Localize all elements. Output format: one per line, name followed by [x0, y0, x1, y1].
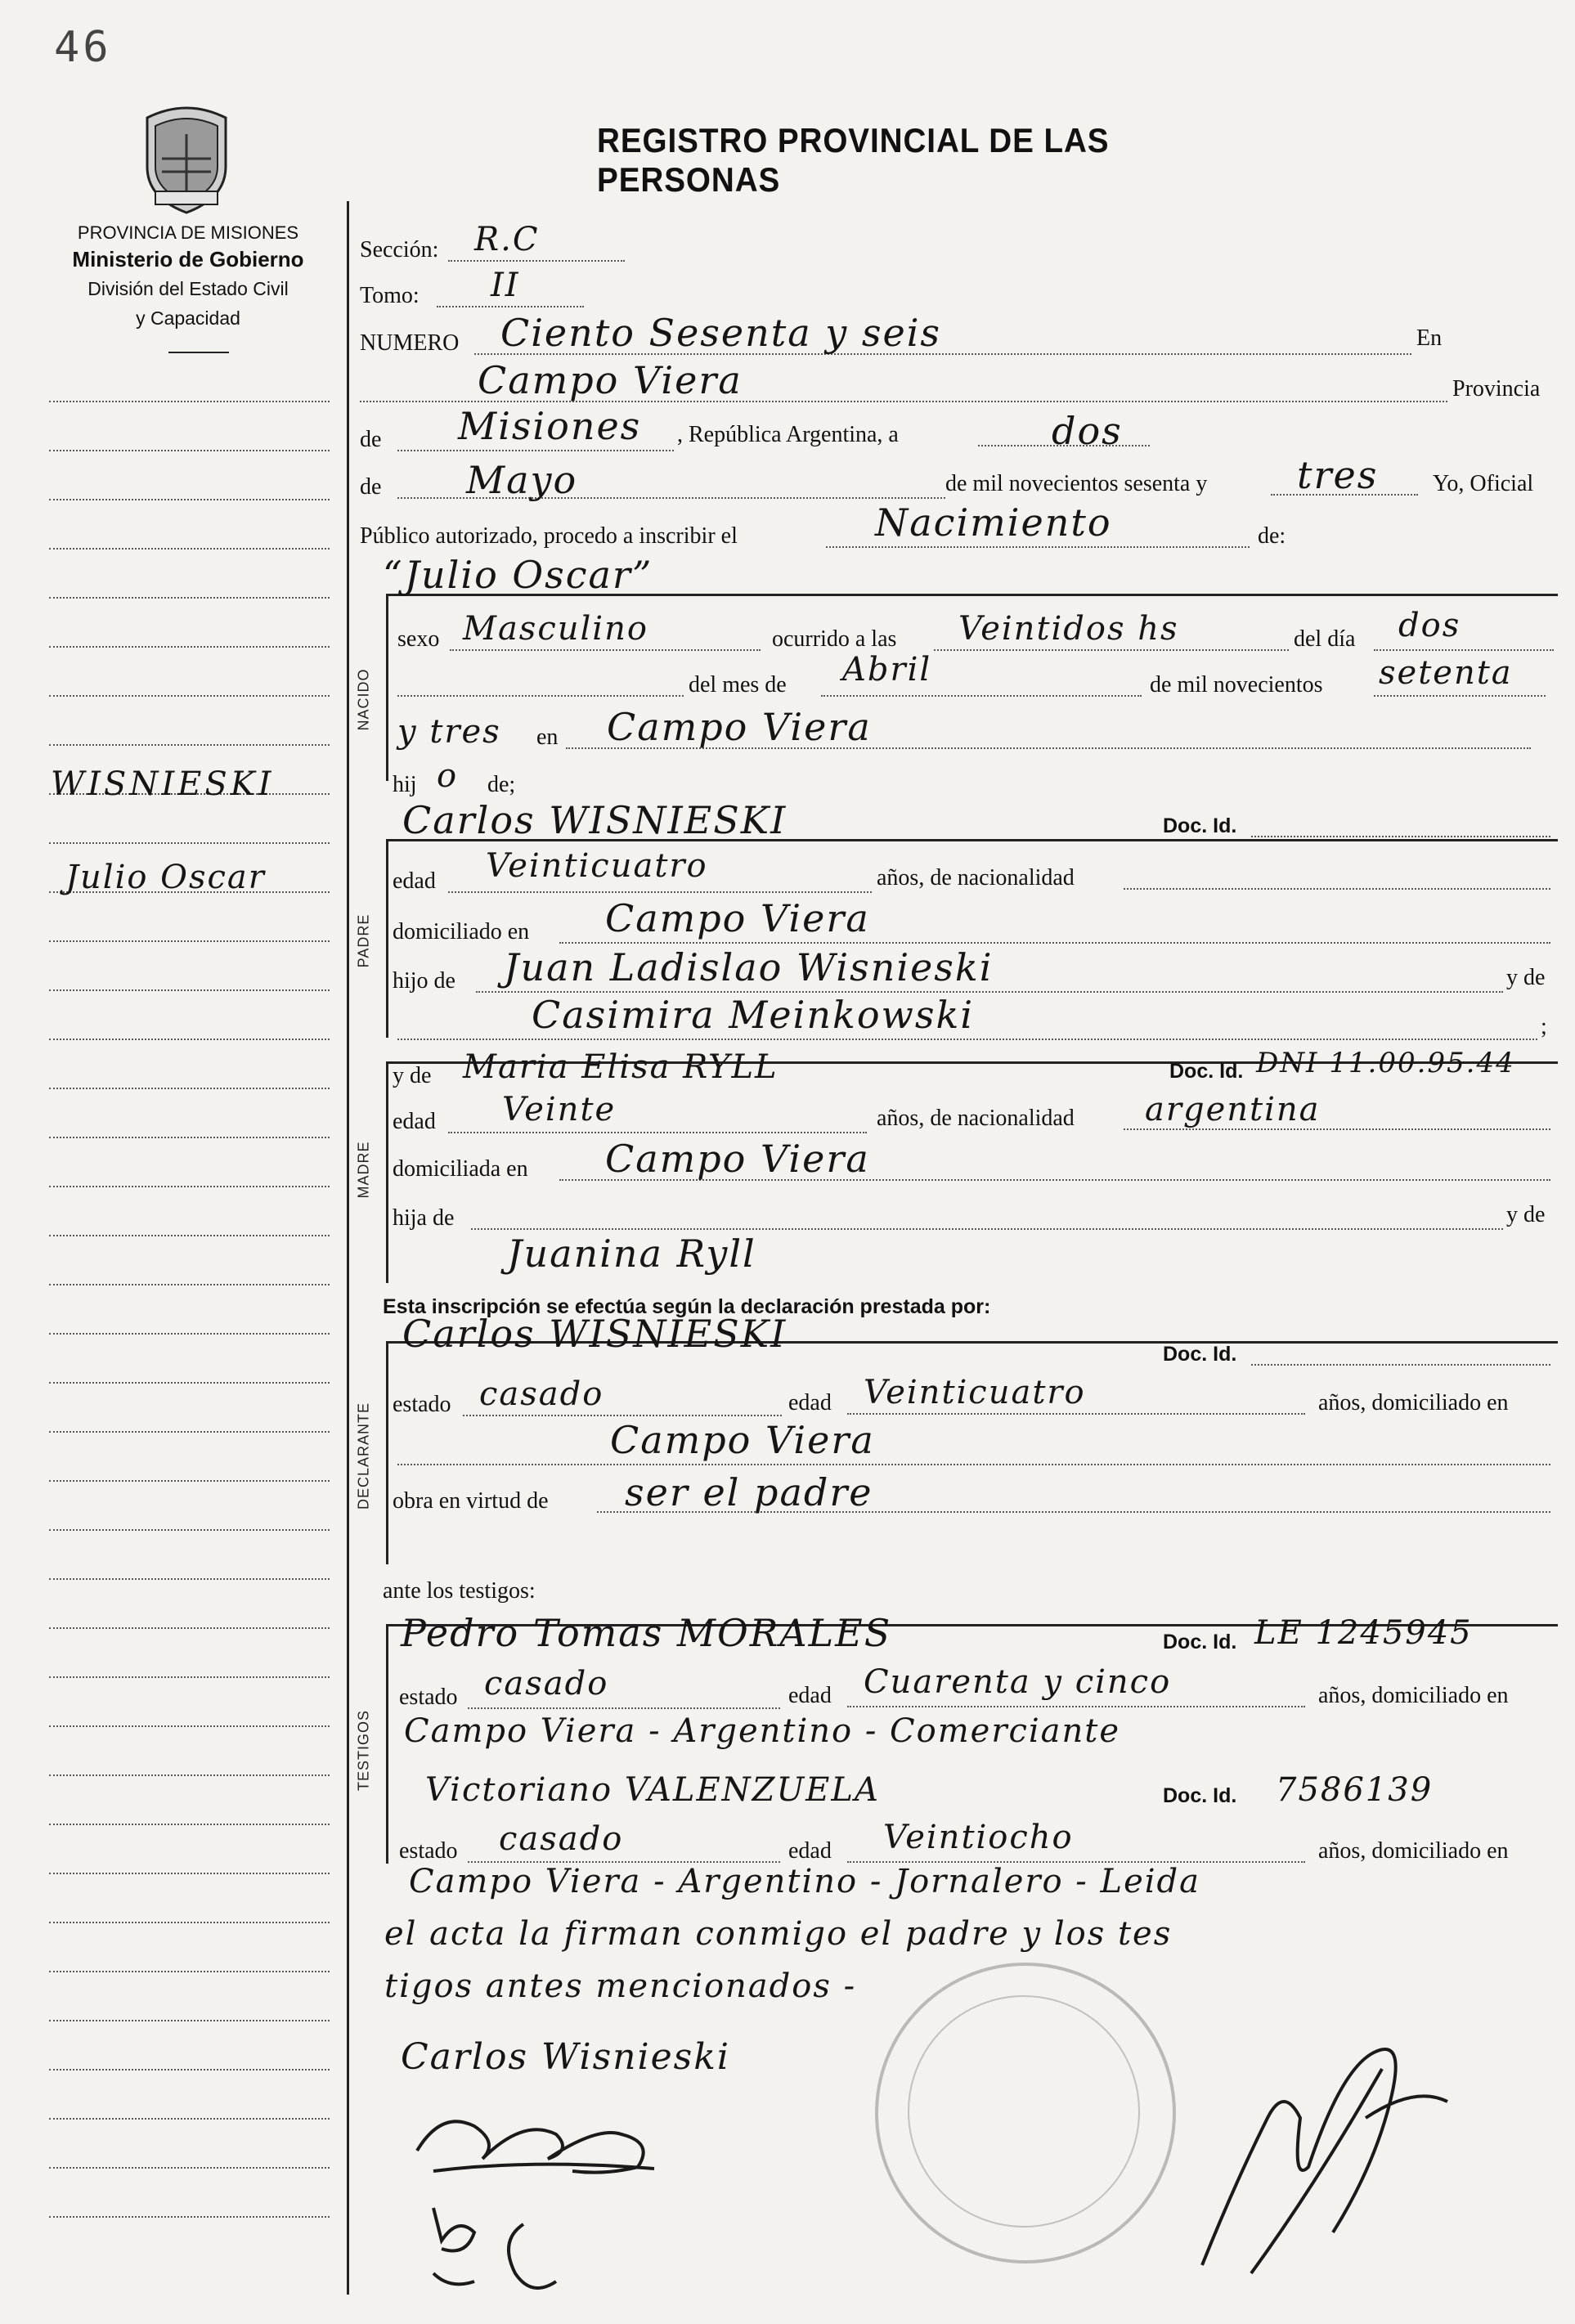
margin-line [49, 695, 330, 697]
margin-given-names: Julio Oscar [65, 859, 266, 896]
margin-line [49, 989, 330, 991]
label-en-2: en [536, 725, 559, 750]
value-hij-suffix: o [437, 757, 459, 795]
margin-line [49, 1578, 330, 1580]
margin-line [49, 1480, 330, 1482]
value-testigo2-edad: Veintiocho [883, 1819, 1074, 1856]
margin-line [49, 450, 330, 451]
value-declarante-nombre: Carlos WISNIESKI [402, 1312, 788, 1356]
value-declarante-domicilio: Campo Viera [610, 1418, 875, 1462]
value-provincia: Misiones [458, 404, 642, 448]
label-edad-declarante: edad [788, 1390, 832, 1415]
section-label-nacido: NACIDO [355, 668, 372, 731]
margin-line [49, 1088, 330, 1089]
margin-line [49, 744, 330, 746]
value-anio: tres [1297, 453, 1379, 497]
value-padre-domicilio: Campo Viera [605, 896, 870, 940]
official-stamp-inner [908, 1995, 1140, 2228]
margin-line [49, 1235, 330, 1236]
margin-line [49, 1529, 330, 1531]
value-madre-edad: Veinte [502, 1091, 617, 1128]
value-nacido-anio-b: y tres [397, 713, 501, 751]
value-testigo2-estado: casado [499, 1820, 624, 1858]
margin-line [49, 2069, 330, 2071]
label-estado-testigo1: estado [399, 1685, 458, 1710]
label-de-1: de [360, 427, 382, 452]
label-y-de-madre-2: y de [1506, 1202, 1546, 1227]
value-padre-edad: Veinticuatro [486, 847, 708, 885]
margin-line [49, 1774, 330, 1776]
value-seccion: R.C [474, 221, 540, 258]
margin-line [49, 499, 330, 500]
margin-line [49, 1382, 330, 1384]
section-label-madre: MADRE [355, 1141, 372, 1199]
label-de-mil: de mil novecientos sesenta y [945, 471, 1208, 496]
value-declarante-estado: casado [479, 1375, 604, 1413]
value-padre-padre: Juan Ladislao Wisnieski [504, 945, 994, 989]
page-number: 46 [54, 23, 112, 72]
issuer-division: División del Estado Civil [88, 278, 289, 299]
margin-line [49, 1873, 330, 1874]
margin-line [49, 1676, 330, 1678]
value-hora: Veintidos hs [958, 610, 1179, 648]
label-en: En [1416, 325, 1443, 351]
label-doc-id-declarante: Doc. Id. [1163, 1343, 1237, 1366]
closing-line-2: tigos antes mencionados - [384, 1967, 857, 2005]
section-label-declarante: DECLARANTE [355, 1402, 372, 1510]
value-testigo2-nombre: Victoriano VALENZUELA [425, 1771, 880, 1809]
label-semicolon: ; [1541, 1014, 1547, 1039]
value-sexo: Masculino [463, 610, 648, 648]
value-nacido-nombre: “Julio Oscar” [383, 553, 653, 597]
value-acto: Nacimiento [875, 500, 1112, 545]
label-y-de-padre: y de [1506, 965, 1546, 990]
value-madre-nacionalidad: argentina [1145, 1091, 1321, 1128]
margin-line [49, 1039, 330, 1040]
value-testigo2-domicilio: Campo Viera - Argentino - Jornalero - Leida [409, 1863, 1200, 1900]
value-padre-madre: Casimira Meinkowski [532, 993, 975, 1037]
label-estado-declarante: estado [393, 1392, 451, 1417]
label-ante: ante los testigos: [383, 1578, 536, 1604]
margin-line [49, 1137, 330, 1138]
margin-line [49, 2216, 330, 2218]
section-label-padre: PADRE [355, 913, 372, 968]
margin-line [49, 1333, 330, 1335]
margin-line [49, 1922, 330, 1923]
margin-surname: WISNIESKI [51, 765, 275, 803]
issuer-province: PROVINCIA DE MISIONES [77, 222, 299, 243]
label-numero: NUMERO [360, 330, 460, 356]
margin-line [49, 401, 330, 402]
value-testigo1-doc: LE 1245945 [1254, 1614, 1473, 1652]
label-doc-id-testigo1: Doc. Id. [1163, 1631, 1237, 1653]
value-testigo1-domicilio: Campo Viera - Argentino - Comerciante [404, 1712, 1121, 1750]
value-testigo2-doc: 7586139 [1276, 1771, 1434, 1809]
value-padre-nombre: Carlos WISNIESKI [402, 798, 788, 842]
label-anos-dom-declarante: años, domiciliado en [1318, 1390, 1509, 1415]
label-edad-padre: edad [393, 868, 436, 894]
label-ocurrido: ocurrido a las [772, 626, 897, 652]
margin-line [49, 1186, 330, 1187]
value-testigo1-edad: Cuarenta y cinco [864, 1663, 1172, 1701]
margin-line [49, 1627, 330, 1629]
value-numero: Ciento Sesenta y seis [500, 311, 942, 355]
label-hijo-de: hijo de [393, 968, 455, 994]
label-edad-testigo1: edad [788, 1683, 832, 1708]
label-estado-testigo2: estado [399, 1838, 458, 1864]
margin-line [49, 2167, 330, 2169]
value-localidad: Campo Viera [478, 358, 743, 402]
label-yo-oficial: Yo, Oficial [1433, 471, 1534, 496]
divider [168, 352, 229, 353]
label-del-dia: del día [1294, 626, 1356, 652]
margin-line [49, 1725, 330, 1727]
section-label-testigos: TESTIGOS [355, 1710, 372, 1792]
value-mes: Mayo [466, 458, 578, 502]
margin-line [49, 597, 330, 599]
label-doc-id-madre: Doc. Id. [1169, 1060, 1244, 1083]
label-hija-de: hija de [393, 1205, 455, 1231]
margin-line [49, 1824, 330, 1825]
label-anos-dom-testigo1: años, domiciliado en [1318, 1683, 1509, 1708]
label-republica: , República Argentina, a [677, 422, 899, 447]
value-declarante-obra: ser el padre [625, 1470, 873, 1514]
value-madre-madre: Juanina Ryll [507, 1232, 756, 1276]
margin-line [49, 1431, 330, 1433]
label-obra: obra en virtud de [393, 1488, 549, 1514]
margin-line [49, 842, 330, 844]
value-declarante-edad: Veinticuatro [864, 1374, 1086, 1411]
label-de-colon: de: [1258, 523, 1286, 549]
margin-line [49, 2020, 330, 2021]
provincial-crest-icon [137, 101, 236, 216]
margin-line [49, 548, 330, 550]
label-y-de-madre: y de [393, 1063, 432, 1088]
margin-line [49, 2118, 330, 2120]
label-del-mes: del mes de [689, 672, 787, 698]
value-madre-domicilio: Campo Viera [605, 1137, 870, 1181]
label-de-semi: de; [487, 772, 516, 797]
label-edad-madre: edad [393, 1109, 436, 1134]
label-nac-padre: años, de nacionalidad [877, 865, 1075, 891]
issuer-division-2: y Capacidad [136, 307, 240, 329]
label-sexo: sexo [397, 626, 440, 652]
value-tomo: II [491, 267, 520, 304]
label-doc-id-padre: Doc. Id. [1163, 814, 1237, 837]
margin-line [49, 1284, 330, 1285]
value-nacido-anio-a: setenta [1379, 654, 1513, 692]
value-madre-nombre: Maria Elisa RYLL [463, 1048, 779, 1086]
form-column-rule [347, 201, 349, 2295]
signature-official-icon [1169, 2020, 1480, 2281]
value-testigo1-nombre: Pedro Tomas MORALES [401, 1611, 892, 1655]
value-madre-doc: DNI 11.00.95.44 [1256, 1047, 1515, 1079]
label-hij: hij [393, 772, 417, 797]
label-de-mil-2: de mil novecientos [1150, 672, 1323, 698]
label-publico: Público autorizado, procedo a inscribir el [360, 523, 738, 549]
signature-testigo2-icon [409, 2192, 589, 2314]
label-doc-id-testigo2: Doc. Id. [1163, 1784, 1237, 1807]
register-title: REGISTRO PROVINCIAL DE LAS PERSONAS [597, 121, 1110, 199]
label-anos-dom-testigo2: años, domiciliado en [1318, 1838, 1509, 1864]
label-dom-padre: domiciliado en [393, 919, 530, 944]
value-nacido-dia: dos [1398, 607, 1461, 644]
label-tomo: Tomo: [360, 283, 420, 308]
margin-line [49, 646, 330, 648]
label-dom-madre: domiciliada en [393, 1156, 528, 1182]
value-testigo1-estado: casado [484, 1665, 609, 1703]
label-provincia: Provincia [1452, 376, 1541, 402]
closing-line-1: el acta la firman conmigo el padre y los tes [384, 1915, 1173, 1953]
margin-line [49, 940, 330, 942]
value-nacido-mes: Abril [842, 651, 932, 689]
signature-padre: Carlos Wisnieski [401, 2036, 730, 2078]
label-nac-madre: años, de nacionalidad [877, 1106, 1075, 1131]
label-seccion: Sección: [360, 237, 439, 262]
margin-line [49, 1971, 330, 1972]
label-edad-testigo2: edad [788, 1838, 832, 1864]
value-nacido-lugar: Campo Viera [607, 705, 872, 749]
label-de-2: de [360, 474, 382, 500]
value-dia: dos [1052, 409, 1123, 453]
label-inscripcion: Esta inscripción se efectúa según la declaración prestada por: [383, 1295, 991, 1318]
signature-testigo1-icon [409, 2093, 679, 2183]
issuer-ministry: Ministerio de Gobierno [72, 247, 304, 271]
